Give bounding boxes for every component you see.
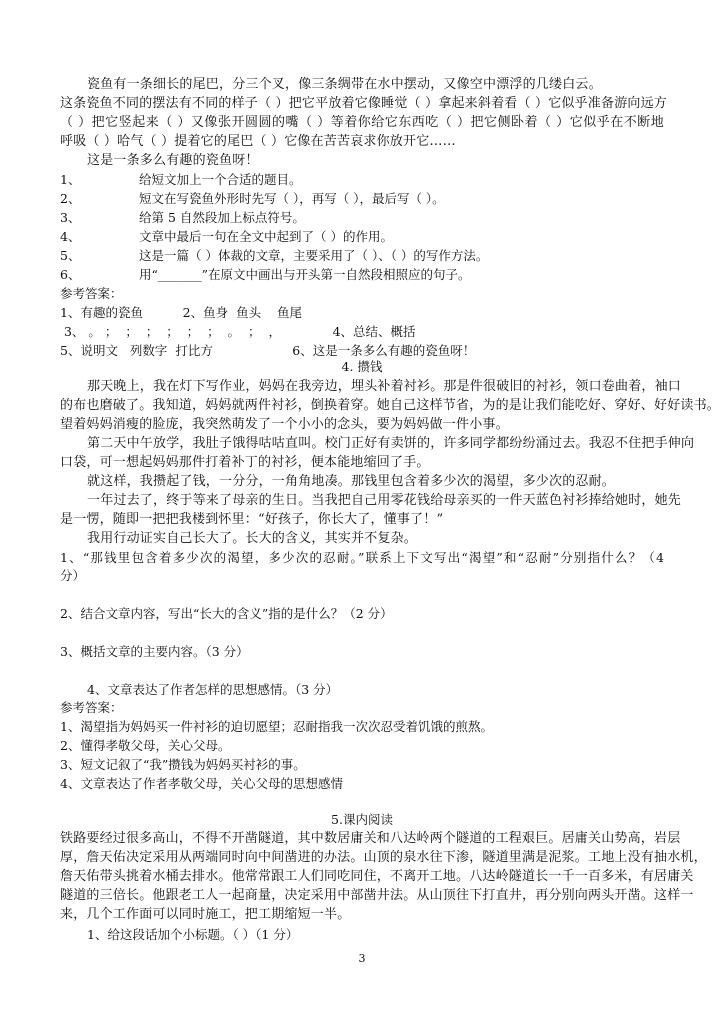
answer-line: 1、有趣的瓷鱼 2、鱼身 鱼头 鱼尾: [60, 305, 302, 320]
passage-line: 这是一条多么有趣的瓷鱼呀！: [87, 153, 259, 168]
answer-line: 4、文章表达了作者孝敬父母，关心父母的思想感情: [60, 776, 343, 791]
section-heading: 4. 攒钱: [341, 359, 383, 374]
passage-line: 的布也磨破了。我知道，妈妈就两件衬衫，倒换着穿。她自己这样节省，为的是让我们能吃好、穿好、好好读书。: [60, 398, 721, 413]
passage-line: 是一愣，随即一把把我楼到怀里：“好孩子，你长大了，懂事了！”: [60, 512, 444, 527]
question-text: 4、文章表达了作者怎样的思想感情。（3 分）: [87, 682, 339, 697]
answer-line: 3、 。 ； ； ； ； ； ； 。 ； ， 4、总结、概括: [60, 324, 416, 339]
passage-line: 瓷鱼有一条细长的尾巴，分三个叉，像三条绸带在水中摆动，又像空中漂浮的几缕白云。: [87, 77, 602, 92]
passage-line: 厚，詹天佑决定采用从两端同时向中间凿进的办法。山顶的泉水往下渗，隧道里满是泥浆。工地上没有抽水机，: [60, 850, 707, 865]
passage-line: 铁路要经过很多高山，不得不开凿隧道，其中数居庸关和八达岭两个隧道的工程艰巨。居庸关山势高，岩层: [60, 831, 681, 846]
passage-line: 呼吸（ ）哈气（ ）提着它的尾巴（ ）它像在苦苦哀求你放开它……: [60, 134, 456, 149]
passage-line: 望着妈妈消瘦的脸庞，我突然萌发了一个小小的念头，要为妈妈做一件小事。: [60, 417, 509, 432]
question-text: 给短文加上一个合适的题目。: [139, 172, 302, 187]
passage-line: 来，几个工作面可以同时施工，把工期缩短一半。: [60, 907, 351, 922]
passage-line: 那天晚上，我在灯下写作业，妈妈在我旁边，埋头补着衬衫。那是件很破旧的衬衫，领口卷曲着，袖口: [87, 379, 682, 394]
question-text: 1、给这段话加个小标题。（ ）（1 分）: [87, 927, 299, 942]
question-number: 6、: [60, 267, 81, 282]
answers-title: 参考答案：: [60, 286, 123, 301]
question-number: 3、: [60, 210, 81, 225]
answer-line: 5、说明文 列数字 打比方 6、这是一条多么有趣的瓷鱼呀！: [60, 343, 476, 358]
question-text: 短文在写瓷鱼外形时先写（ ），再写（ ），最后写（ ）。: [139, 191, 445, 206]
question-text: 文章中最后一句在全文中起到了（ ）的作用。: [139, 229, 393, 244]
passage-line: （ ）把它竖起来（ ）又像张开圆圆的嘴（ ）等着你给它东西吃（ ）把它侧卧着（ ）它似乎在不断地: [60, 115, 664, 130]
question-text: 3、概括文章的主要内容。（3 分）: [60, 644, 249, 659]
passage-line: 一年过去了，终于等来了母亲的生日。当我把自己用零花钱给母亲买的一件天蓝色衬衫捧给她时，她先: [87, 493, 682, 508]
answers-title: 参考答案：: [60, 700, 123, 715]
passage-line: 这条瓷鱼不同的摆法有不同的样子（ ）把它平放着它像睡觉（ ）拿起来斜着看（ ）它似乎准备游向远方: [60, 96, 667, 111]
passage-line: 隧道的三倍长。他跟老工人一起商量，决定采用中部凿井法。从山顶往下打直井，再分别向两头开凿。这样一: [60, 888, 694, 903]
question-text: 1、“那钱里包含着多少次的渴望，多少次的忍耐。”联系上下文写出“渴望”和“忍耐”分别指什么？（4: [60, 550, 664, 565]
passage-line: 就这样，我攒起了钱，一分分，一角角地凑。那钱里包含着多少次的渴望，多少次的忍耐。: [87, 474, 616, 489]
passage-line: 第二天中午放学，我肚子饿得咕咕直叫。校门正好有卖饼的，许多同学都纷纷涌过去。我忍不住把手伸向: [87, 436, 695, 451]
question-text: 给第 5 自然段加上标点符号。: [139, 210, 305, 225]
passage-line: 口袋，可一想起妈妈那件打着补丁的衬衫，便本能地缩回了手。: [60, 455, 430, 470]
answer-line: 1、渴望指为妈妈买一件衬衫的迫切愿望；忍耐指我一次次忍受着饥饿的煎熬。: [60, 719, 493, 734]
section-heading: 5.课内阅读: [331, 812, 393, 827]
question-number: 1、: [60, 172, 81, 187]
question-number: 4、: [60, 229, 81, 244]
question-text: 分）: [60, 568, 86, 583]
question-number: 5、: [60, 248, 81, 263]
passage-line: 詹天佑带头挑着水桶去排水。他常常跟工人们同吃同住，不离开工地。八达岭隧道长一千一百多米，有居庸关: [60, 869, 694, 884]
question-number: 2、: [60, 191, 81, 206]
question-text: 用“_______”在原文中画出与开头第一自然段相照应的句子。: [139, 267, 471, 282]
question-text: 2、结合文章内容，写出“长大的含义”指的是什么？（2 分）: [60, 606, 393, 621]
page-number: 3: [358, 952, 366, 965]
question-text: 这是一篇（ ）体裁的文章，主要采用了（ ）、（ ）的写作方法。: [139, 248, 489, 263]
answer-line: 2、懂得孝敬父母，关心父母。: [60, 738, 231, 753]
answer-line: 3、短文记叙了“我”攒钱为妈妈买衬衫的事。: [60, 757, 306, 772]
passage-line: 我用行动证实自己长大了。长大的含义，其实并不复杂。: [87, 531, 418, 546]
